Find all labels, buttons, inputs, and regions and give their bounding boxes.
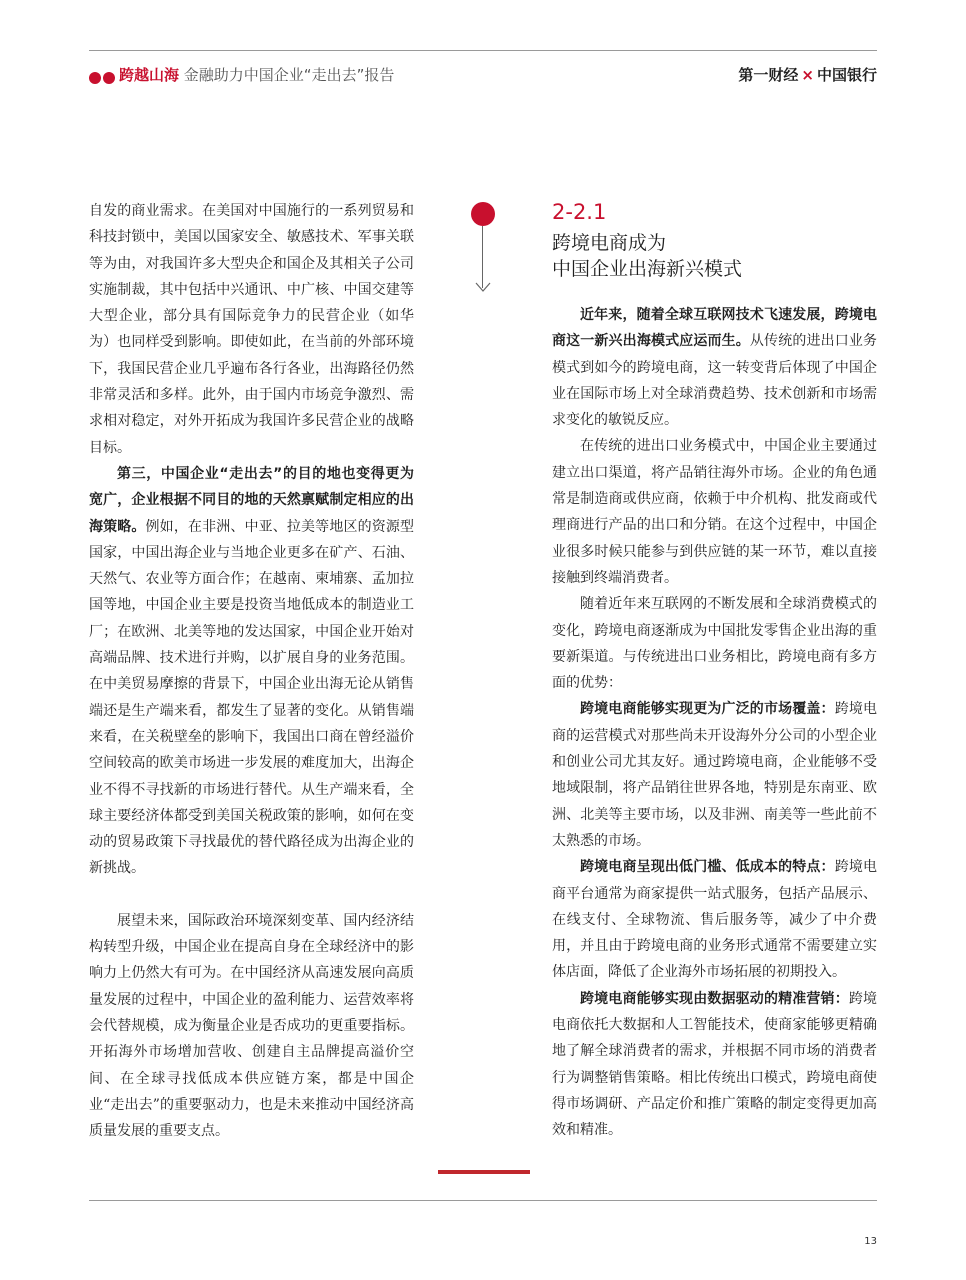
page-header <box>89 64 877 88</box>
left-paragraph-2 <box>89 461 414 882</box>
right-paragraph-5 <box>552 854 877 985</box>
right-paragraph-5-lead: 跨境电商呈现出低门槛、低成本的特点： <box>580 859 835 876</box>
right-paragraph-6-lead: 跨境电商能够实现由数据驱动的精准营销： <box>580 990 849 1007</box>
right-paragraph-4-body: 跨境电商的运营模式对那些尚未开设海外分公司的小型企业和创业公司尤其友好。通过跨境电商，企业能够不受地域限制，将产品销往世界各地，特别是东南亚、欧洲、北美等主要市场，以及非洲、南美等一些此前不太熟悉的市场。 <box>552 701 878 849</box>
right-paragraph-6 <box>552 986 877 1144</box>
right-column <box>552 302 877 1144</box>
report-title-main: 跨越山海 <box>119 66 180 84</box>
publisher <box>738 64 877 86</box>
right-paragraph-6-body: 跨境电商依托大数据和人工智能技术，使商家能够更精确地了解全球消费者的需求，并根据不同市场的消费者行为调整销售策略。相比传统出口模式，跨境电商使得市场调研、产品定价和推广策略的制定变得更加高效和精准。 <box>552 990 878 1139</box>
section-number: 2-2.1 <box>552 200 607 224</box>
right-paragraph-3: 随着近年来互联网的不断发展和全球消费模式的变化，跨境电商逐渐成为中国批发零售企业出海的重要新渠道。与传统进出口业务相比，跨境电商有多方面的优势： <box>552 596 877 692</box>
right-paragraph-1 <box>552 302 877 433</box>
section-marker-dot-icon <box>471 202 495 226</box>
right-paragraph-4-lead: 跨境电商能够实现更为广泛的市场覆盖： <box>580 701 835 718</box>
right-paragraph-4 <box>552 696 877 854</box>
publisher-left: 第一财经 <box>738 66 799 84</box>
header-logo-dots-icon <box>89 69 117 88</box>
section-title <box>552 230 742 282</box>
left-paragraph-3: 展望未来，国际政治环境深刻变革、国内经济结构转型升级，中国企业在提高自身在全球经济中的影响力上仍然大有可为。在中国经济从高速发展向高质量发展的过程中，中国企业的盈利能力、运营效率将会代替规模，成为衡量企业是否成功的更重要指标。开拓海外市场增加营收、创建自主品牌提高溢价空间、在全球寻找低成本供应链方案，都是中国企业“走出去”的重要驱动力，也是未来推动中国经济高质量发展的重要支点。 <box>89 912 414 1140</box>
right-paragraph-1-body: 从传统的进出口业务模式到如今的跨境电商，这一转变背后体现了中国企业在国际市场上对全球消费趋势、技术创新和市场需求变化的敏锐反应。 <box>552 333 878 429</box>
left-paragraph-1: 自发的商业需求。在美国对中国施行的一系列贸易和科技封锁中，美国以国家安全、敏感技术、军事关联等为由，对我国许多大型央企和国企及其相关子公司实施制裁，其中包括中兴通讯、中广核、中国交建等大型企业，部分具有国际竞争力的民营企业（如华为）也同样受到影响。即使如此，在当前的外部环境下，我国民营企业几乎遍布各行各业，出海路径仍然非常灵活和多样。此外，由于国内市场竞争激烈、需求相对稳定，对外开拓成为我国许多民营企业的战略目标。 <box>89 203 414 456</box>
left-column <box>89 198 414 1144</box>
section-title-line-1: 跨境电商成为 <box>552 232 667 254</box>
page-number: 13 <box>864 1236 877 1247</box>
left-paragraph-2-lead: 第三，中国企业“走出去”的目的地也变得更为宽广，企业根据不同目的地的天然禀赋制定相应的出海策略。 <box>89 465 414 535</box>
right-paragraph-5-body: 跨境电商平台通常为商家提供一站式服务，包括产品展示、在线支付、全球物流、售后服务等，减少了中介费用，并且由于跨境电商的业务形式通常不需要建立实体店面，降低了企业海外市场拓展的初期投入。 <box>552 859 878 981</box>
section-marker-line <box>482 226 483 288</box>
accent-bar <box>438 1170 530 1174</box>
footer-rule <box>89 1200 877 1201</box>
report-title-sub: 金融助力中国企业“走出去”报告 <box>183 66 395 84</box>
publisher-separator: × <box>801 66 814 84</box>
publisher-right: 中国银行 <box>816 66 877 84</box>
report-title <box>119 64 394 86</box>
right-paragraph-2: 在传统的进出口业务模式中，中国企业主要通过建立出口渠道，将产品销往海外市场。企业的角色通常是制造商或供应商，依赖于中介机构、批发商或代理商进行产品的出口和分销。在这个过程中，中国企业很多时候只能参与到供应链的某一环节，难以直接接触到终端消费者。 <box>552 438 877 586</box>
left-paragraph-2-body: 例如，在非洲、中亚、拉美等地区的资源型国家，中国出海企业与当地企业更多在矿产、石油、天然气、农业等方面合作；在越南、柬埔寨、孟加拉国等地，中国企业主要是投资当地低成本的制造业工厂；在欧洲、北美等地的发达国家，中国企业开始对高端品牌、技术进行并购，以扩展自身的业务范围。在中美贸易摩擦的背景下，中国企业出海无论从销售端还是生产端来看，都发生了显著的变化。从销售端来看，在关税壁垒的影响下，我国出口商在曾经溢价空间较高的欧美市场进一步发展的难度加大，出海企业不得不寻找新的市场进行替代。从生产端来看，全球主要经济体都受到美国关税政策的影响，如何在变动的贸易政策下寻找最优的替代路径成为出海企业的新挑战。 <box>89 518 415 877</box>
section-title-line-2: 中国企业出海新兴模式 <box>552 258 743 280</box>
header-top-rule <box>89 50 877 51</box>
right-paragraph-1-lead: 近年来，随着全球互联网技术飞速发展，跨境电商这一新兴出海模式应运而生。 <box>552 307 877 350</box>
arrow-down-icon <box>474 281 492 293</box>
